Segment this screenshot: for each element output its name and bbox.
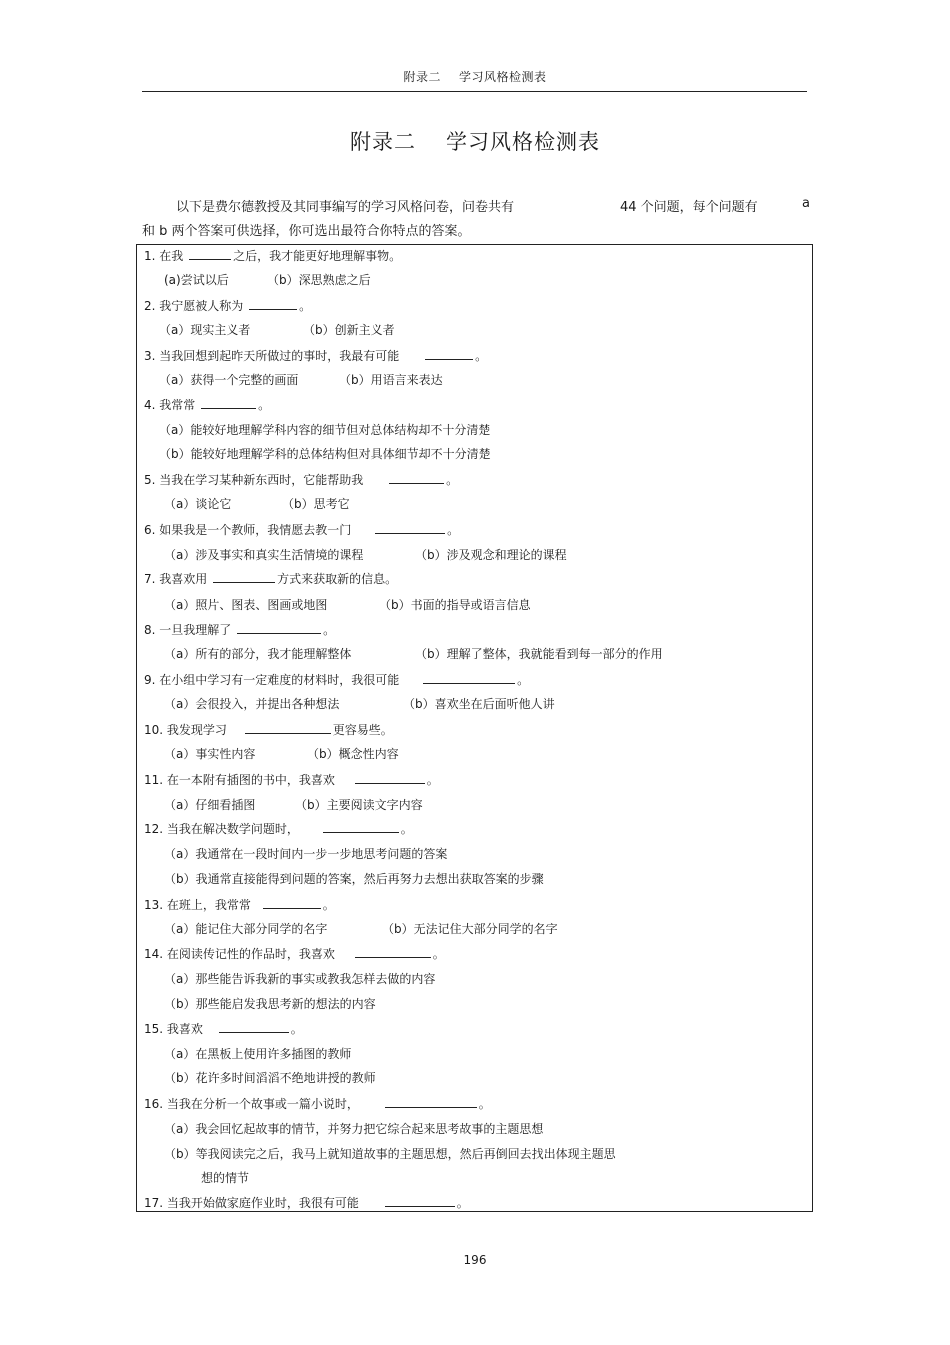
answer-blank xyxy=(423,672,515,684)
answer-blank xyxy=(323,821,399,833)
question-9-option-a[interactable]: （a）会很投入，并提出各种想法 xyxy=(164,697,340,711)
question-13: 13. 在班上，我常常 。 xyxy=(144,898,335,912)
answer-blank xyxy=(189,248,231,260)
question-1-option-b[interactable]: （b）深思熟虑之后 xyxy=(267,273,371,287)
question-3-option-a[interactable]: （a）获得一个完整的画面 xyxy=(159,373,299,387)
answer-blank xyxy=(201,397,256,409)
question-10: 10. 我发现学习 更容易些。 xyxy=(144,723,393,737)
question-6: 6. 如果我是一个教师，我情愿去教一门 。 xyxy=(144,523,460,537)
question-4-option-a[interactable]: （a）能较好地理解学科内容的细节但对总体结构却不十分清楚 xyxy=(159,423,491,437)
answer-blank xyxy=(245,722,331,734)
question-2-option-a[interactable]: （a）现实主义者 xyxy=(159,323,251,337)
questionnaire-box xyxy=(136,244,813,1212)
question-7-option-a[interactable]: （a）照片、图表、图画或地图 xyxy=(164,598,328,612)
question-16-option-a[interactable]: （a）我会回忆起故事的情节，并努力把它综合起来思考故事的主题思想 xyxy=(164,1122,544,1136)
answer-blank xyxy=(249,298,297,310)
question-13-option-a[interactable]: （a）能记住大部分同学的名字 xyxy=(164,922,328,936)
answer-blank xyxy=(355,946,431,958)
question-12-option-a[interactable]: （a）我通常在一段时间内一步一步地思考问题的答案 xyxy=(164,847,448,861)
answer-blank xyxy=(355,772,425,784)
question-2: 2. 我宁愿被人称为 。 xyxy=(144,299,312,313)
question-10-option-a[interactable]: （a）事实性内容 xyxy=(164,747,256,761)
question-5-option-b[interactable]: （b）思考它 xyxy=(282,497,350,511)
title-name: 学习风格检测表 xyxy=(446,130,600,154)
question-16: 16. 当我在分析一个故事或一篇小说时， 。 xyxy=(144,1097,491,1111)
question-11: 11. 在一本附有插图的书中，我喜欢 。 xyxy=(144,773,439,787)
question-15-option-b[interactable]: （b）花许多时间滔滔不绝地讲授的教师 xyxy=(164,1071,376,1085)
question-15-option-a[interactable]: （a）在黑板上使用许多插图的教师 xyxy=(164,1047,352,1061)
answer-blank xyxy=(385,1096,477,1108)
question-4: 4. 我常常 。 xyxy=(144,398,271,412)
answer-blank xyxy=(385,1195,455,1207)
answer-blank xyxy=(237,622,321,634)
title-section: 附录二 xyxy=(350,130,416,154)
running-header-section: 附录二 xyxy=(403,70,441,84)
question-3: 3. 当我回想到起昨天所做过的事时，我最有可能 。 xyxy=(144,349,488,363)
question-5: 5. 当我在学习某种新东西时，它能帮助我 。 xyxy=(144,473,459,487)
page-title xyxy=(0,126,950,156)
question-15: 15. 我喜欢 。 xyxy=(144,1022,303,1036)
question-16-option-b-continued: 想的情节 xyxy=(201,1171,250,1185)
question-1-option-a[interactable]: (a)尝试以后 xyxy=(164,273,229,287)
answer-blank xyxy=(213,571,275,583)
question-7-option-b[interactable]: （b）书面的指导或语言信息 xyxy=(379,598,531,612)
answer-blank xyxy=(263,897,321,909)
question-13-option-b[interactable]: （b）无法记住大部分同学的名字 xyxy=(382,922,558,936)
running-header xyxy=(0,68,950,85)
question-6-option-a[interactable]: （a）涉及事实和真实生活情境的课程 xyxy=(164,548,364,562)
answer-blank xyxy=(219,1021,289,1033)
question-17: 17. 当我开始做家庭作业时，我很有可能 。 xyxy=(144,1196,469,1210)
question-12: 12. 当我在解决数学问题时， 。 xyxy=(144,822,413,836)
answer-blank xyxy=(375,522,445,534)
intro-line-2: 和 b 两个答案可供选择，你可选出最符合你特点的答案。 xyxy=(142,224,471,239)
question-14-option-a[interactable]: （a）那些能告诉我新的事实或教我怎样去做的内容 xyxy=(164,972,436,986)
header-rule xyxy=(142,91,807,92)
running-header-name: 学习风格检测表 xyxy=(459,70,547,84)
question-11-option-a[interactable]: （a）仔细看插图 xyxy=(164,798,256,812)
question-11-option-b[interactable]: （b）主要阅读文字内容 xyxy=(295,798,423,812)
question-10-option-b[interactable]: （b）概念性内容 xyxy=(307,747,399,761)
page-number: 196 xyxy=(463,1253,487,1267)
intro-text-1: 以下是费尔德教授及其同事编写的学习风格问卷，问卷共有 xyxy=(176,200,515,215)
question-8-option-b[interactable]: （b）理解了整体，我就能看到每一部分的作用 xyxy=(415,647,663,661)
question-1: 1. 在我 之后，我才能更好地理解事物。 xyxy=(144,249,402,263)
question-6-option-b[interactable]: （b）涉及观念和理论的课程 xyxy=(415,548,567,562)
question-7: 7. 我喜欢用 方式来获取新的信息。 xyxy=(144,572,398,586)
question-5-option-a[interactable]: （a）谈论它 xyxy=(164,497,232,511)
question-16-option-b[interactable]: （b）等我阅读完之后，我马上就知道故事的主题思想，然后再倒回去找出体现主题思 xyxy=(164,1147,616,1161)
question-8: 8. 一旦我理解了 。 xyxy=(144,623,336,637)
intro-text-2: 44 个问题，每个问题有 xyxy=(620,200,758,215)
question-4-option-b[interactable]: （b）能较好地理解学科的总体结构但对具体细节却不十分清楚 xyxy=(159,447,491,461)
question-2-option-b[interactable]: （b）创新主义者 xyxy=(303,323,395,337)
question-9-option-b[interactable]: （b）喜欢坐在后面听他人讲 xyxy=(403,697,555,711)
question-8-option-a[interactable]: （a）所有的部分，我才能理解整体 xyxy=(164,647,352,661)
question-14-option-b[interactable]: （b）那些能启发我思考新的想法的内容 xyxy=(164,997,376,1011)
intro-text-3: a xyxy=(802,196,810,211)
answer-blank xyxy=(389,472,444,484)
question-9: 9. 在小组中学习有一定难度的材料时，我很可能 。 xyxy=(144,673,530,687)
question-3-option-b[interactable]: （b）用语言来表达 xyxy=(339,373,443,387)
question-14: 14. 在阅读传记性的作品时，我喜欢 。 xyxy=(144,947,445,961)
answer-blank xyxy=(425,348,473,360)
question-12-option-b[interactable]: （b）我通常直接能得到问题的答案，然后再努力去想出获取答案的步骤 xyxy=(164,872,544,886)
